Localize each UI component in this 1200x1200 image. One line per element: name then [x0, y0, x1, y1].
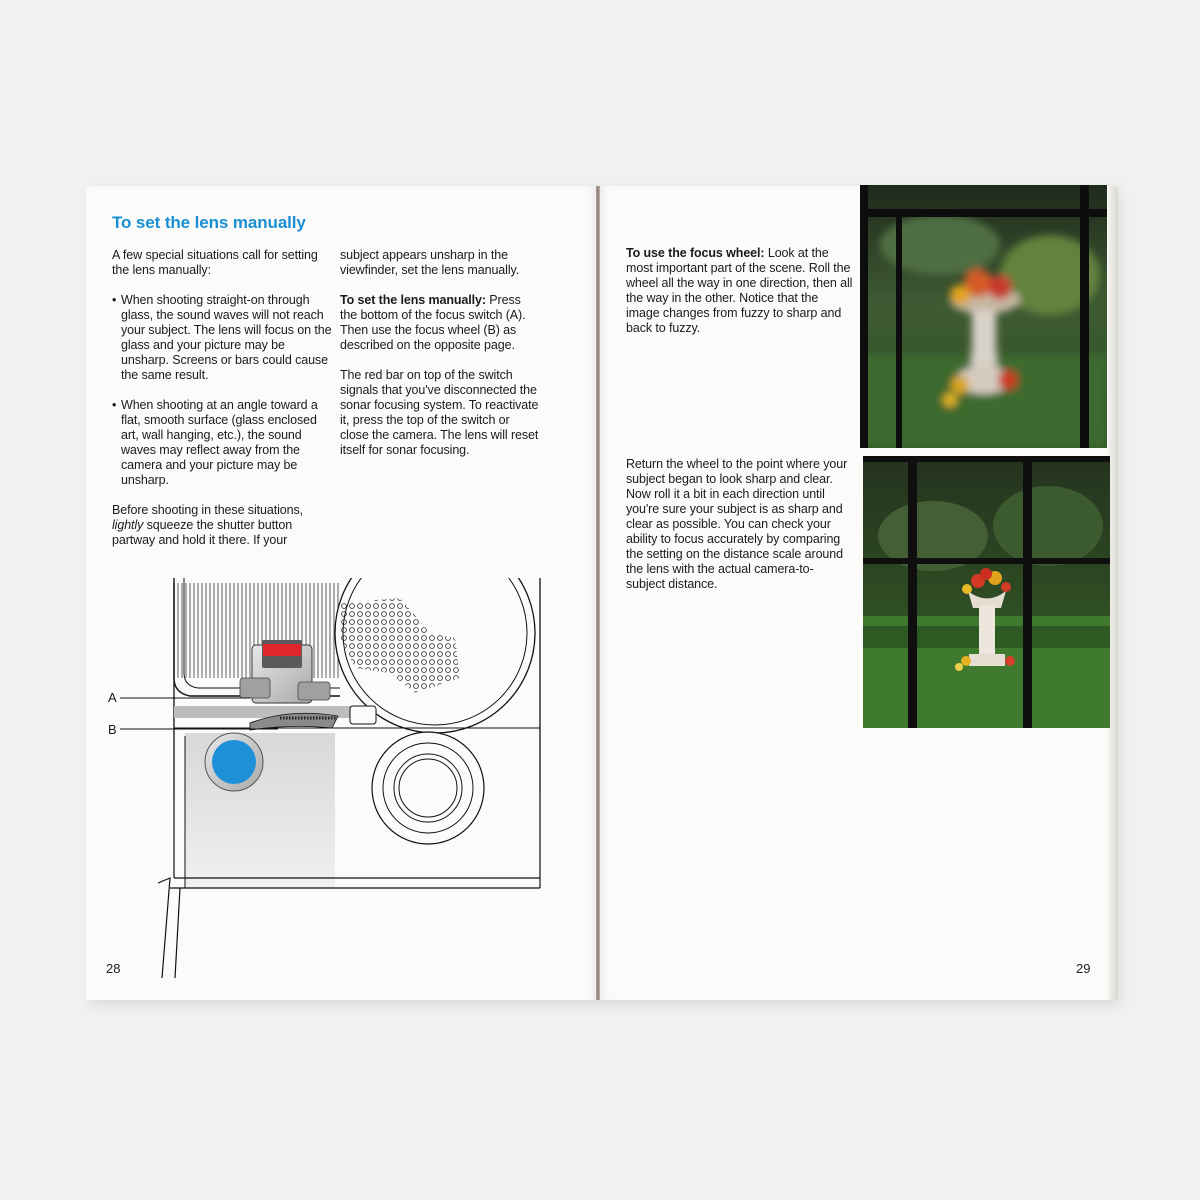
manual-text: Press the bottom of the focus switch (A). Then use the focus wheel (B) as described on the opposite page.	[340, 293, 526, 352]
page-number-left: 28	[106, 961, 121, 976]
bullet-item	[112, 398, 332, 488]
manual-paragraph	[340, 293, 540, 353]
label-b: B	[108, 722, 117, 737]
manual-bold-lead: To set the lens manually:	[340, 293, 486, 307]
bullet-icon: •	[112, 293, 117, 307]
left-column-1	[112, 248, 332, 563]
focus-wheel-bold-lead: To use the focus wheel:	[626, 246, 765, 260]
before-paragraph	[112, 503, 332, 548]
blurry-garden-photo	[860, 185, 1107, 448]
focus-wheel-text: Look at the most important part of the scene. Roll the wheel all the way in one direction, then all the way in the other. Notice that the image changes from fuzzy to sharp and back to fuzzy.	[626, 246, 853, 335]
intro-paragraph: A few special situations call for setting the lens manually:	[112, 248, 318, 277]
return-wheel-paragraph: Return the wheel to the point where your subject began to look sharp and clear. Now roll it a bit in each direction until you're sure your subject is as sharp and clear as possible. You can check your ability to focus accurately by comparing the setting on the distance scale around the lens with the actual camera-to-subject distance.	[626, 457, 848, 591]
left-column-2	[340, 248, 540, 473]
bullet-text: When shooting at an angle toward a flat, smooth surface (glass enclosed art, wall hanging, etc.), the sound waves may reflect away from the camera and your picture may be unsharp.	[121, 398, 318, 487]
bullet-icon: •	[112, 398, 117, 412]
bullet-text: When shooting straight-on through glass, the sound waves will not reach your subject. The lens will focus on the glass and your picture may be unsharp. Screens or bars could cause the same result.	[121, 293, 332, 382]
before-text-end: squeeze the shutter button partway and hold it there. If your	[112, 518, 293, 547]
label-a: A	[108, 690, 117, 705]
bullet-item	[112, 293, 332, 383]
sharp-garden-photo	[863, 456, 1110, 728]
before-text: Before shooting in these situations,	[112, 503, 303, 517]
page-heading: To set the lens manually	[112, 213, 306, 232]
paragraph: subject appears unsharp in the viewfinder, set the lens manually.	[340, 248, 520, 277]
paragraph: The red bar on top of the switch signals that you've disconnected the sonar focusing system. To reactivate it, press the top of the switch or close the camera. The lens will reset itself for sonar focusing.	[340, 368, 539, 457]
focus-wheel-paragraph	[626, 246, 854, 336]
before-italic: lightly	[112, 518, 144, 532]
book-gutter	[596, 186, 600, 1000]
page-number-right: 29	[1076, 961, 1091, 976]
camera-illustration	[100, 578, 560, 978]
